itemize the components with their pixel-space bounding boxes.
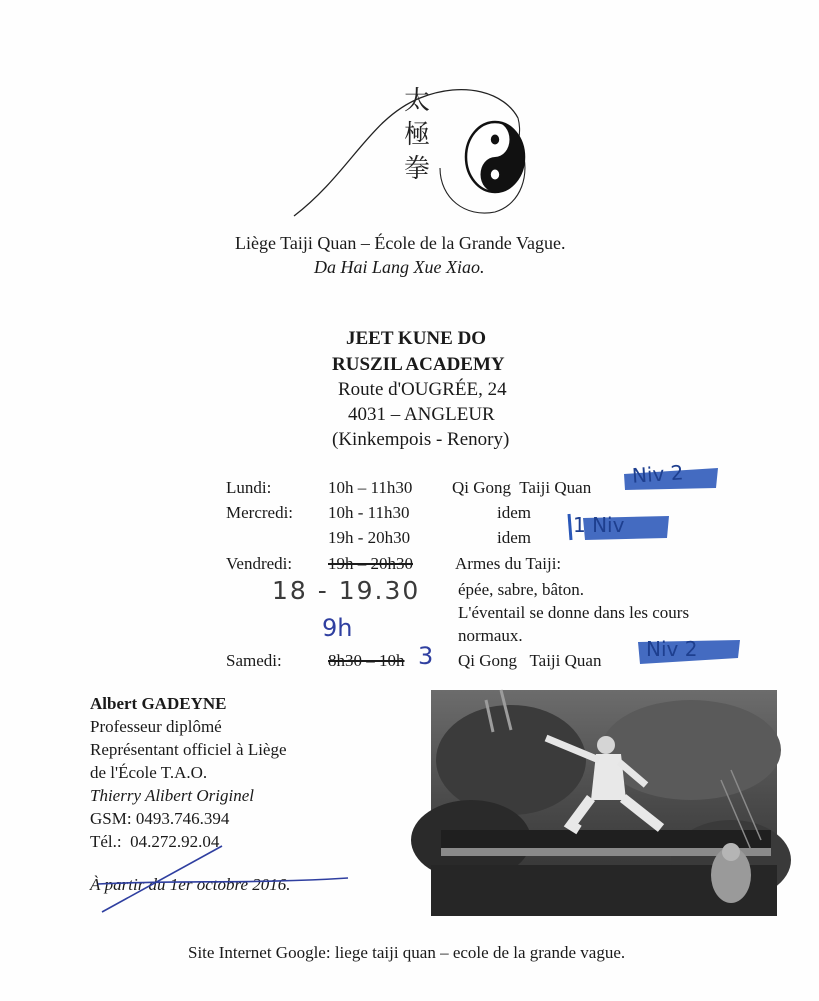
school-name: Liège Taiji Quan – École de la Grande Vague. (235, 233, 566, 253)
venue-name-line2: RUSZIL ACADEMY (332, 354, 505, 375)
note-lundi: Niv 2 (631, 460, 685, 488)
footer-website-note: Site Internet Google: liege taiji quan – ecole de la grande vague. (188, 943, 626, 962)
day-samedi: Samedi: (226, 651, 282, 670)
class-lundi: Qi Gong Taiji Quan (452, 478, 592, 497)
venue-name-line1: JEET KUNE DO (346, 328, 487, 349)
class-vendredi: Armes du Taiji: (455, 554, 562, 573)
fan-note-line1: L'éventail se donne dans les cours (458, 603, 690, 622)
note-samedi: Niv 2 (646, 637, 698, 661)
class-samedi: Qi Gong Taiji Quan (458, 651, 602, 670)
time-vendredi-struck: 19h – 20h30 (328, 554, 413, 573)
time-samedi-struck: 8h30 – 10h (328, 651, 405, 670)
teacher-gsm: GSM: 0493.746.394 (90, 809, 230, 828)
taiji-practitioner-photo (431, 690, 777, 916)
day-lundi: Lundi: (226, 478, 272, 497)
start-date: À partir du 1er octobre 2016. (90, 875, 291, 894)
logo-character-ji: 極 (404, 120, 431, 150)
time-samedi-suffix: 3 (418, 642, 434, 670)
teacher-title: Professeur diplômé (90, 717, 222, 736)
day-vendredi: Vendredi: (226, 554, 293, 573)
teacher-representative: Représentant officiel à Liège (90, 740, 287, 759)
weapons-list: épée, sabre, bâton. (458, 580, 585, 599)
venue-district: (Kinkempois - Renory) (332, 429, 510, 450)
logo-character-quan: 拳 (404, 154, 431, 184)
time-samedi-handwritten: 9h (322, 614, 353, 642)
strikeout-scribble (96, 838, 356, 918)
class-mercredi-morning: idem (497, 503, 531, 522)
time-vendredi-handwritten: 18 - 19.30 (272, 576, 421, 605)
yin-yang-icon (462, 118, 528, 196)
fan-note-line2: normaux. (458, 626, 523, 645)
venue-street: Route d'OUGRÉE, 24 (338, 379, 507, 400)
time-lundi: 10h – 11h30 (328, 478, 413, 497)
day-mercredi: Mercredi: (226, 503, 294, 522)
note-mercredi: 1 Niv (573, 513, 625, 537)
class-mercredi-evening: idem (497, 528, 531, 547)
teacher-master: Thierry Alibert Originel (90, 786, 255, 805)
teacher-school: de l'École T.A.O. (90, 763, 208, 782)
teacher-name: Albert GADEYNE (90, 694, 227, 713)
logo-character-tai: 太 (404, 86, 431, 116)
school-chinese-name: Da Hai Lang Xue Xiao. (314, 257, 485, 277)
venue-city: 4031 – ANGLEUR (348, 404, 495, 425)
teacher-tel: Tél.: 04.272.92.04 (90, 832, 220, 851)
time-mercredi-evening: 19h - 20h30 (328, 528, 411, 547)
time-mercredi-morning: 10h - 11h30 (328, 503, 410, 522)
